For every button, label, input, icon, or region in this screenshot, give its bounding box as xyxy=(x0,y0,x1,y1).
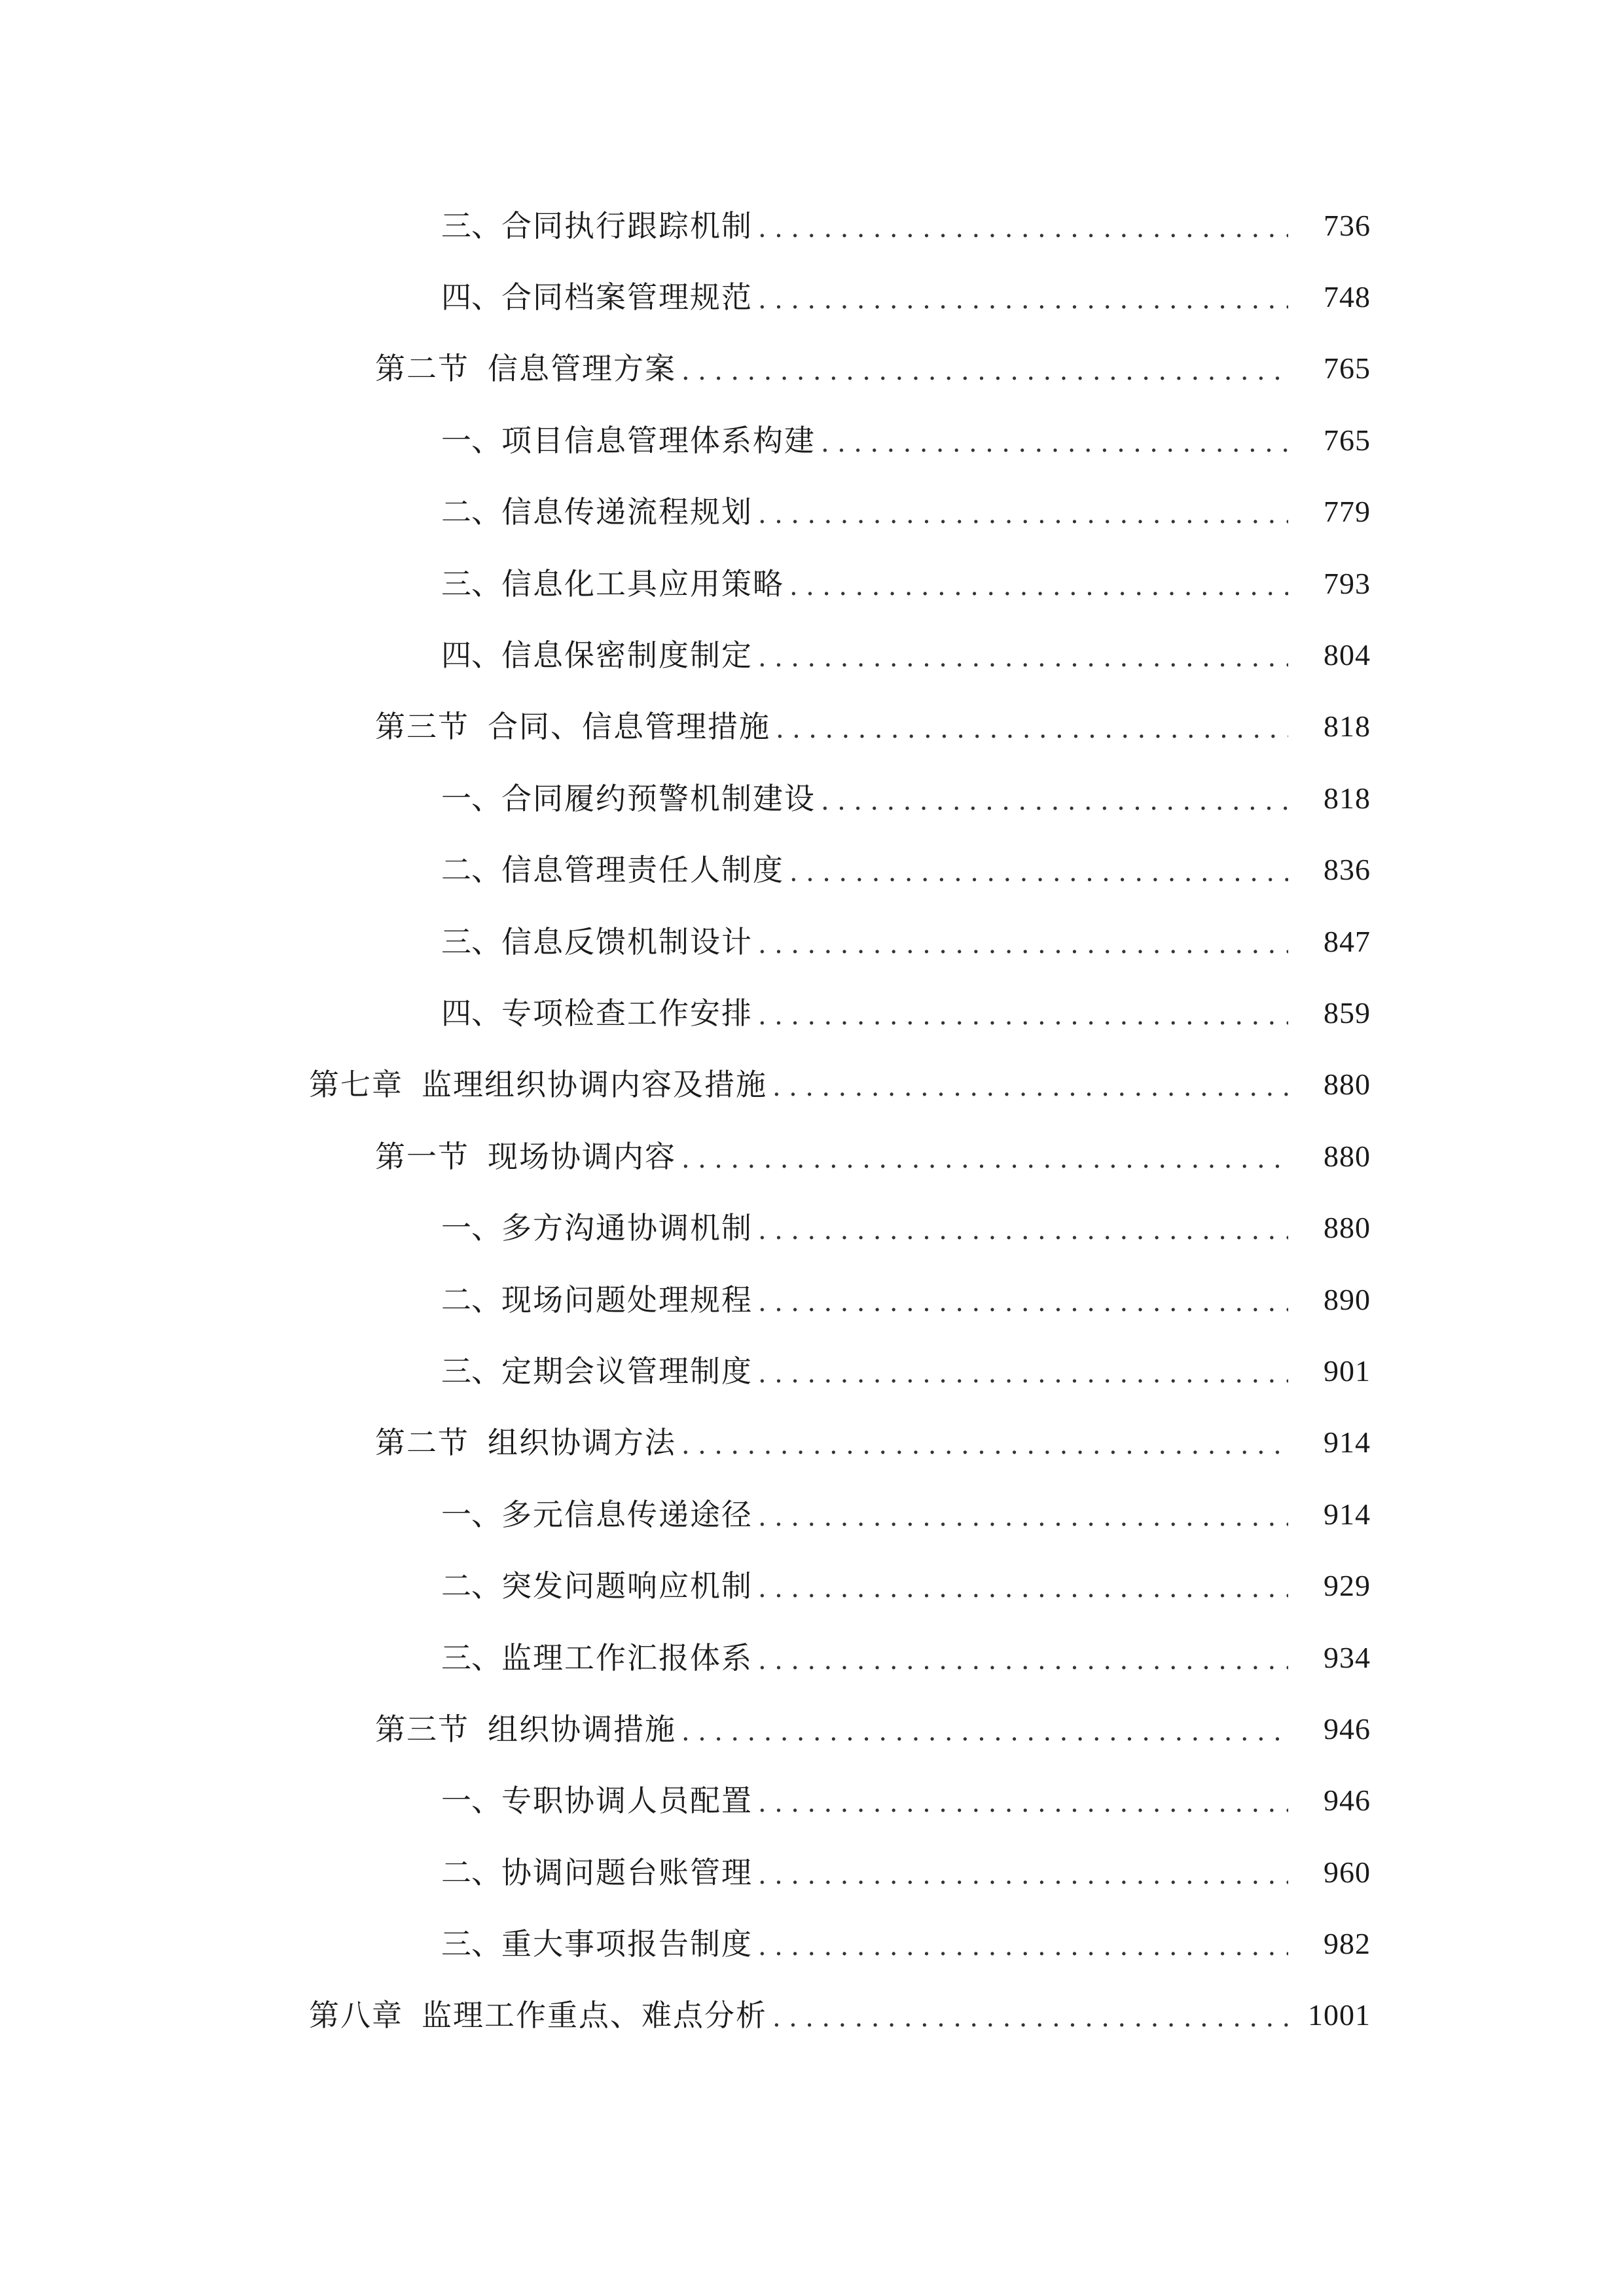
toc-entry-page: 748 xyxy=(1324,280,1371,314)
toc-entry[interactable] xyxy=(0,476,1624,548)
toc-entry[interactable] xyxy=(0,1192,1624,1263)
toc-entry-title: 协调问题台账管理 xyxy=(501,1854,753,1890)
toc-section-number: 第三节 xyxy=(375,709,469,745)
toc-entry-number: 四、 xyxy=(441,279,501,315)
toc-section-title: 合同、信息管理措施 xyxy=(488,709,770,745)
dot-leader xyxy=(758,1790,1288,1816)
toc-entry-title: 信息反馈机制设计 xyxy=(501,924,753,960)
toc-chapter-entry[interactable] xyxy=(0,1049,1624,1121)
toc-entry-title: 专职协调人员配置 xyxy=(501,1783,753,1819)
toc-section-title: 现场协调内容 xyxy=(488,1138,676,1174)
toc-entry[interactable] xyxy=(0,834,1624,906)
dot-leader xyxy=(681,1719,1288,1745)
toc-entry-title: 专项检查工作安排 xyxy=(501,995,753,1031)
toc-entry-page: 765 xyxy=(1324,423,1371,457)
toc-entry-number: 一、 xyxy=(441,1496,501,1532)
toc-entry-number: 三、 xyxy=(441,207,501,243)
toc-entry[interactable] xyxy=(0,404,1624,476)
toc-entry-page: 818 xyxy=(1324,709,1371,744)
dot-leader xyxy=(758,1647,1288,1674)
dot-leader xyxy=(758,1289,1288,1316)
toc-entry[interactable] xyxy=(0,261,1624,332)
toc-entry-number: 一、 xyxy=(441,422,501,458)
toc-entry-number: 一、 xyxy=(441,1210,501,1246)
toc-entry-title: 现场问题处理规程 xyxy=(501,1282,753,1318)
toc-entry-number: 三、 xyxy=(441,1640,501,1676)
toc-entry-title: 监理工作汇报体系 xyxy=(501,1640,753,1676)
toc-entry-page: 890 xyxy=(1324,1282,1371,1316)
toc-section-title: 组织协调方法 xyxy=(488,1425,676,1461)
toc-entry-page: 929 xyxy=(1324,1569,1371,1603)
toc-entry-title: 信息管理责任人制度 xyxy=(501,852,784,888)
toc-entry[interactable] xyxy=(0,762,1624,834)
toc-section-title: 组织协调措施 xyxy=(488,1711,676,1747)
toc-section-entry[interactable] xyxy=(0,1693,1624,1765)
toc-section-entry[interactable] xyxy=(0,691,1624,762)
toc-entry-number: 一、 xyxy=(441,780,501,816)
toc-entry-number: 三、 xyxy=(441,565,501,601)
toc-entry[interactable] xyxy=(0,1550,1624,1621)
toc-entry-page: 818 xyxy=(1324,781,1371,815)
dot-leader xyxy=(772,1074,1288,1100)
toc-entry[interactable] xyxy=(0,1479,1624,1550)
toc-entry-page: 804 xyxy=(1324,638,1371,672)
table-of-contents xyxy=(0,190,1624,2051)
dot-leader xyxy=(758,931,1288,958)
toc-entry-number: 四、 xyxy=(441,995,501,1031)
dot-leader xyxy=(758,1361,1288,1387)
toc-entry-number: 二、 xyxy=(441,1282,501,1318)
toc-section-number: 第二节 xyxy=(375,1425,469,1461)
toc-entry-number: 二、 xyxy=(441,1854,501,1890)
toc-entry-page: 859 xyxy=(1324,996,1371,1030)
toc-entry[interactable] xyxy=(0,190,1624,261)
toc-entry-page: 901 xyxy=(1324,1354,1371,1388)
toc-entry-page: 946 xyxy=(1324,1784,1371,1818)
dot-leader xyxy=(681,1146,1288,1172)
toc-entry-title: 突发问题响应机制 xyxy=(501,1568,753,1604)
toc-entry[interactable] xyxy=(0,1837,1624,1908)
toc-entry[interactable] xyxy=(0,619,1624,691)
toc-section-entry[interactable] xyxy=(0,333,1624,404)
dot-leader xyxy=(758,501,1288,528)
toc-entry-title: 信息化工具应用策略 xyxy=(501,565,784,601)
dot-leader xyxy=(681,358,1288,384)
toc-entry-title: 多元信息传递途径 xyxy=(501,1496,753,1532)
toc-entry-title: 合同执行跟踪机制 xyxy=(501,207,753,243)
dot-leader xyxy=(758,1933,1288,1960)
toc-entry-title: 合同档案管理规范 xyxy=(501,279,753,315)
dot-leader xyxy=(758,287,1288,313)
toc-entry[interactable] xyxy=(0,1264,1624,1335)
toc-entry[interactable] xyxy=(0,977,1624,1049)
dot-leader xyxy=(758,1575,1288,1602)
dot-leader xyxy=(758,1003,1288,1029)
toc-chapter-number: 第七章 xyxy=(309,1067,403,1103)
toc-entry-page: 1001 xyxy=(1308,1998,1371,2032)
toc-entry[interactable] xyxy=(0,1765,1624,1837)
dot-leader xyxy=(772,2005,1288,2031)
toc-entry-page: 880 xyxy=(1324,1211,1371,1245)
toc-entry[interactable] xyxy=(0,548,1624,619)
toc-section-number: 第三节 xyxy=(375,1711,469,1747)
toc-section-entry[interactable] xyxy=(0,1407,1624,1479)
toc-chapter-entry[interactable] xyxy=(0,1980,1624,2051)
dot-leader xyxy=(789,859,1288,886)
toc-entry-number: 四、 xyxy=(441,637,501,673)
dot-leader xyxy=(758,1862,1288,1888)
toc-chapter-number: 第八章 xyxy=(309,1998,403,2034)
toc-entry[interactable] xyxy=(0,1622,1624,1693)
dot-leader xyxy=(758,1504,1288,1530)
toc-entry-page: 836 xyxy=(1324,853,1371,887)
toc-entry-page: 880 xyxy=(1324,1067,1371,1102)
dot-leader xyxy=(681,1432,1288,1458)
dot-leader xyxy=(758,215,1288,242)
dot-leader xyxy=(821,788,1288,814)
toc-entry-page: 765 xyxy=(1324,351,1371,386)
dot-leader xyxy=(821,430,1288,456)
dot-leader xyxy=(758,645,1288,671)
toc-entry-number: 三、 xyxy=(441,924,501,960)
toc-entry-number: 二、 xyxy=(441,852,501,888)
toc-entry-page: 914 xyxy=(1324,1497,1371,1531)
dot-leader xyxy=(776,716,1288,742)
toc-section-entry[interactable] xyxy=(0,1121,1624,1192)
toc-entry-title: 信息传递流程规划 xyxy=(501,494,753,530)
toc-entry-number: 二、 xyxy=(441,1568,501,1604)
toc-entry-title: 重大事项报告制度 xyxy=(501,1926,753,1962)
dot-leader xyxy=(789,573,1288,600)
toc-entry-page: 736 xyxy=(1324,208,1371,242)
toc-entry-page: 914 xyxy=(1324,1426,1371,1460)
toc-entry[interactable] xyxy=(0,906,1624,977)
toc-section-title: 信息管理方案 xyxy=(488,351,676,387)
toc-entry-title: 多方沟通协调机制 xyxy=(501,1210,753,1246)
toc-entry-page: 880 xyxy=(1324,1139,1371,1173)
toc-section-number: 第一节 xyxy=(375,1138,469,1174)
dot-leader xyxy=(758,1217,1288,1244)
toc-chapter-title: 监理工作重点、难点分析 xyxy=(422,1998,767,2034)
toc-entry-number: 二、 xyxy=(441,494,501,530)
toc-entry-page: 946 xyxy=(1324,1712,1371,1746)
toc-section-number: 第二节 xyxy=(375,351,469,387)
toc-entry-page: 847 xyxy=(1324,924,1371,958)
toc-chapter-title: 监理组织协调内容及措施 xyxy=(422,1067,767,1103)
toc-entry-title: 信息保密制度制定 xyxy=(501,637,753,673)
toc-entry-page: 793 xyxy=(1324,566,1371,600)
toc-entry-page: 934 xyxy=(1324,1640,1371,1674)
toc-entry-title: 合同履约预警机制建设 xyxy=(501,780,816,816)
toc-entry-number: 三、 xyxy=(441,1926,501,1962)
toc-entry-number: 一、 xyxy=(441,1783,501,1819)
toc-entry-title: 定期会议管理制度 xyxy=(501,1353,753,1389)
toc-entry-number: 三、 xyxy=(441,1353,501,1389)
toc-entry-page: 982 xyxy=(1324,1927,1371,1961)
toc-entry-title: 项目信息管理体系构建 xyxy=(501,422,816,458)
toc-entry[interactable] xyxy=(0,1335,1624,1407)
toc-entry[interactable] xyxy=(0,1908,1624,1979)
toc-entry-page: 960 xyxy=(1324,1855,1371,1889)
toc-entry-page: 779 xyxy=(1324,495,1371,529)
